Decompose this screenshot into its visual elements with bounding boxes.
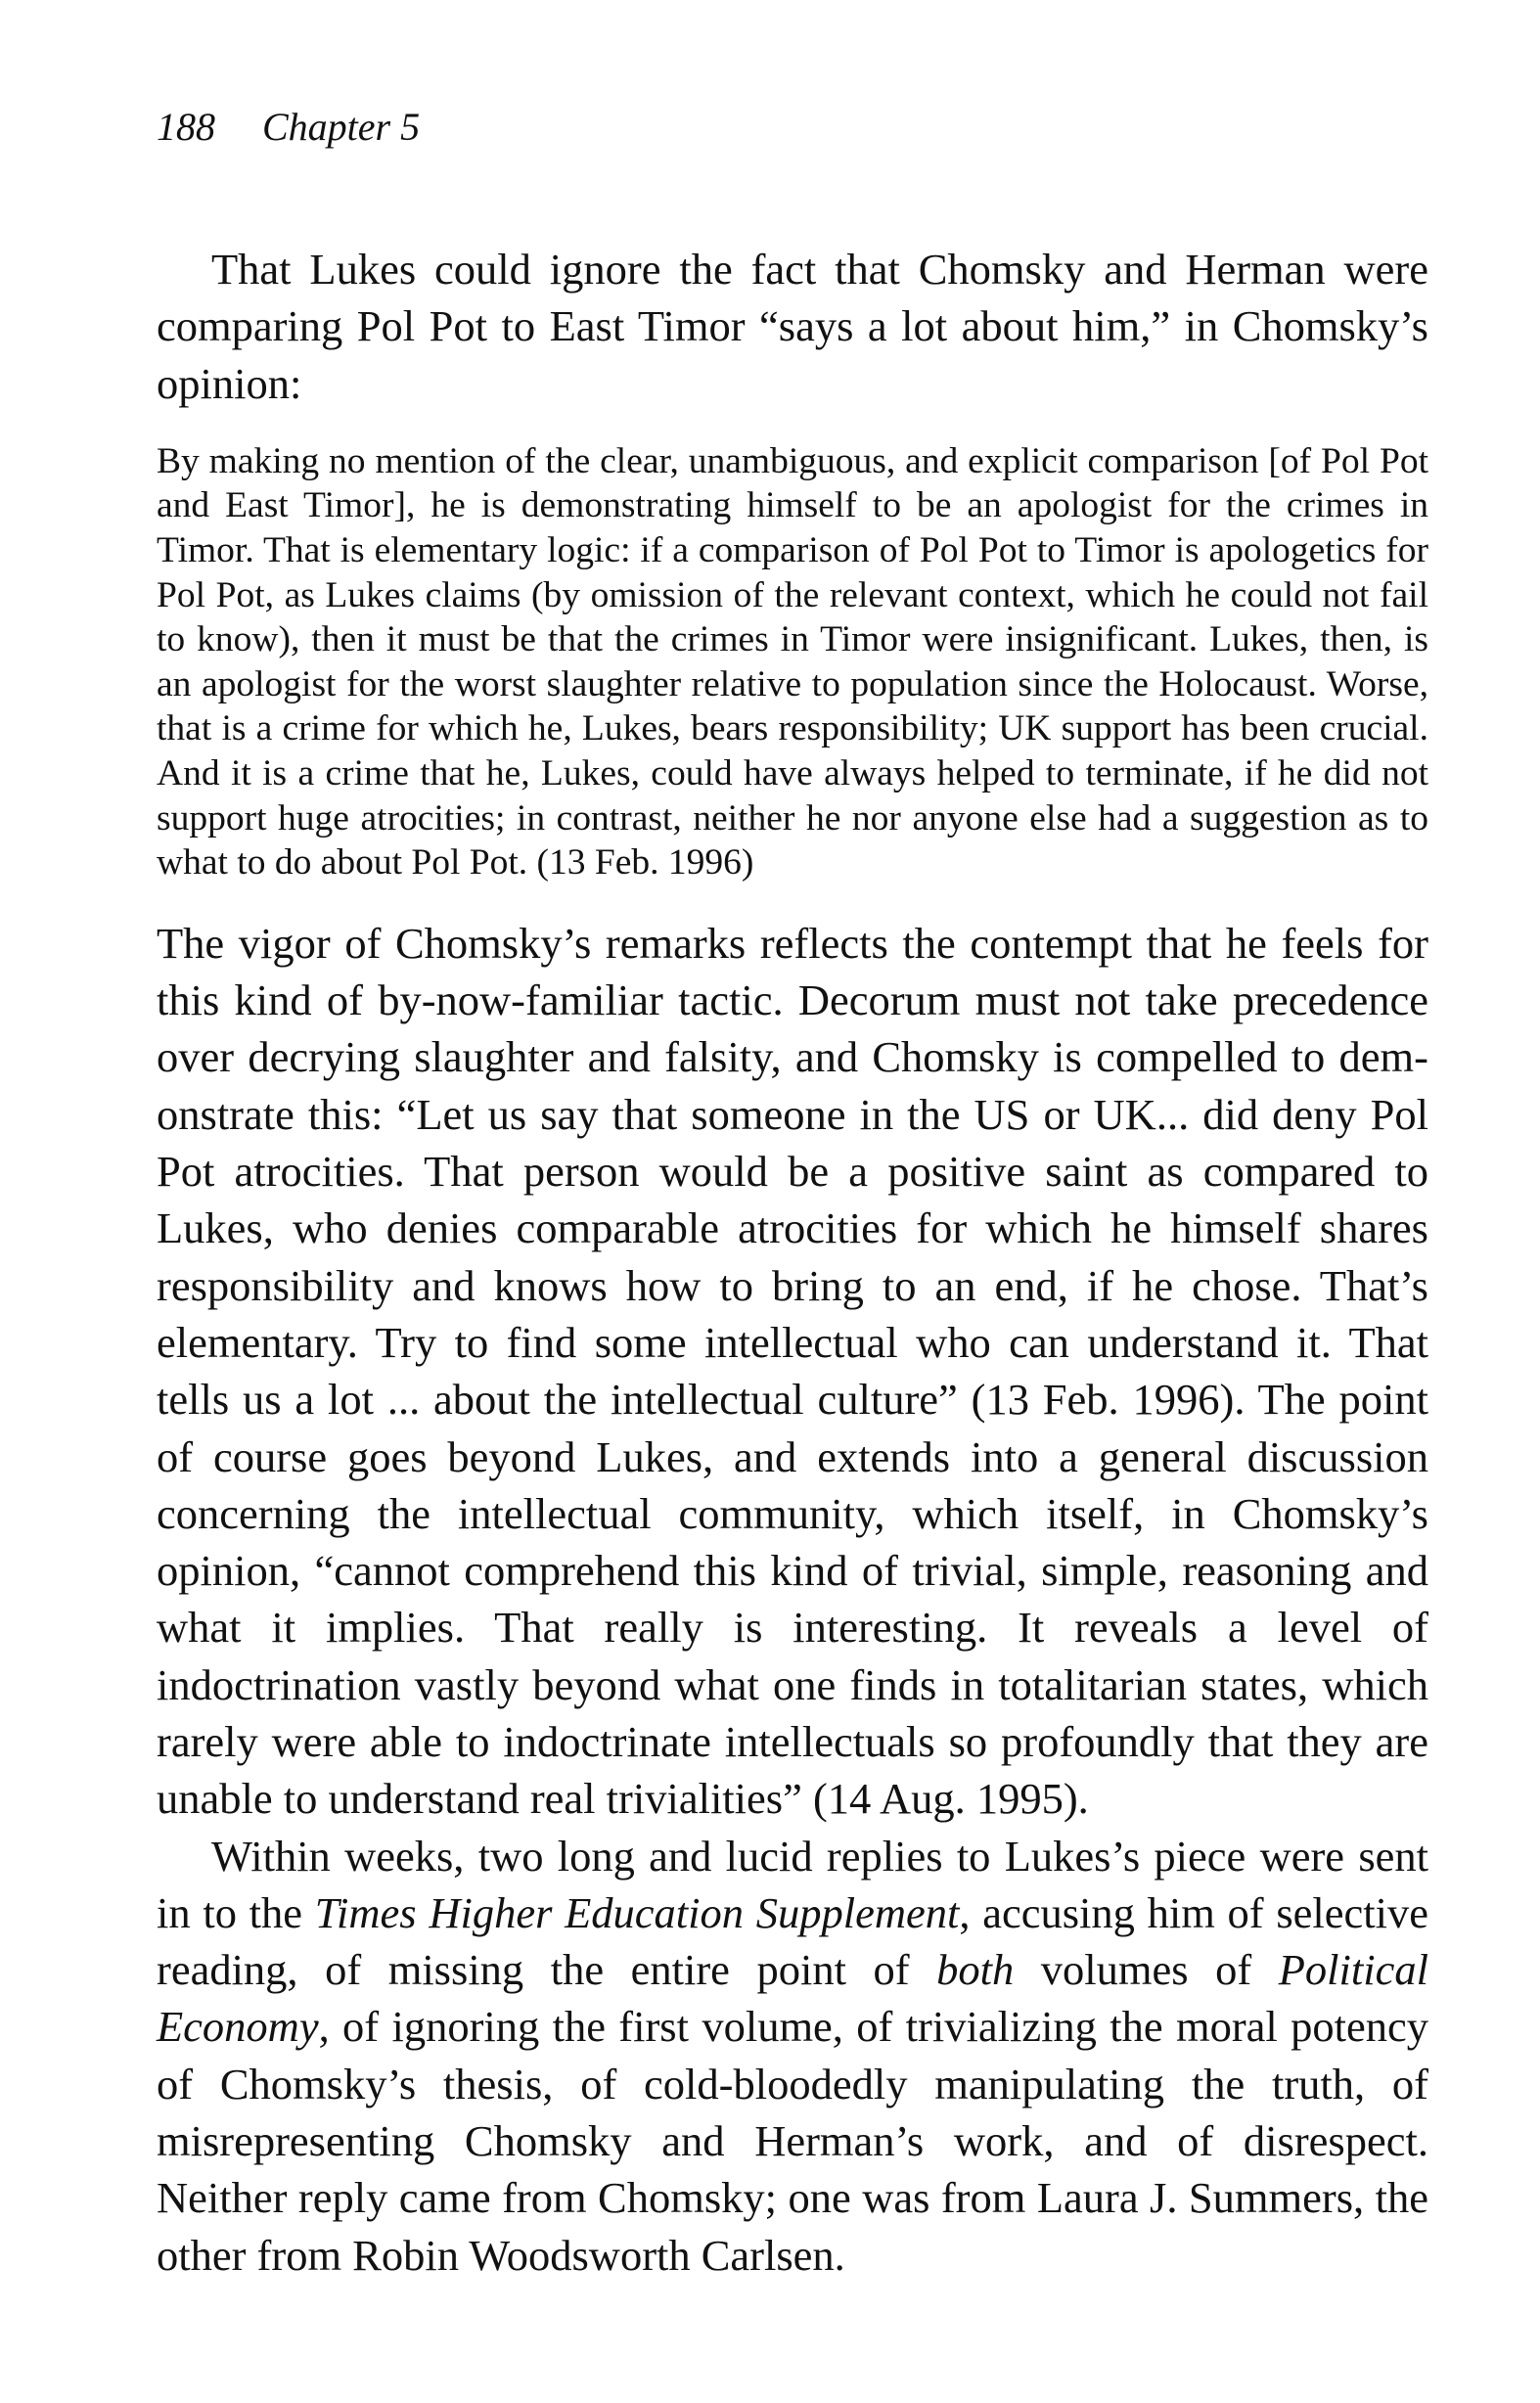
paragraph-vigor (157, 915, 1428, 1828)
para2-abbrev-us: US (974, 1089, 1030, 1139)
block-quote (157, 439, 1428, 885)
para3-title-times: Times Higher Education Supplement (314, 1887, 960, 1937)
para3-text-a: Within weeks, two long and lucid replies to Lukes’s piece were sent in to the (157, 1831, 1428, 1937)
paragraph-replies (157, 1828, 1428, 2284)
quote-text-b: support has been crucial. And it is a crime that he, Lukes, could have always helped to terminate, if he did not support huge atrocities; in contrast, neither he nor anyone else had a suggestion as to what to do about Pol Pot. (13 Feb. 1996) (157, 708, 1428, 884)
quote-text-a: By making no mention of the clear, unambiguous, and explicit comparison [of Pol Pot and East Timor], he is demonstrating himself to be an apologist for the crimes in Timor. That is elementary logic: if a comparison of Pol Pot to Timor is apologetics for Pol Pot, as Lukes claims (by omission of the relevant context, which he could not fail to know), then it must be that the crimes in Timor were insignificant. Lukes, then, is an apologist for the worst slaughter relative to population since the Holocaust. Worse, that is a crime for which he, Lukes, bears responsibility; (157, 440, 1428, 749)
para3-emph-both: both (936, 1945, 1015, 1995)
para3-title-political-economy: Political Economy (157, 1945, 1428, 2052)
para3-text-d: , of ignoring the first volume, of trivializing the moral potency of Chomsky’s thesis, of cold-bloodedly manipulating the truth, of misrepresenting Chomsky and Herman’s work, and of disrespect. Neither reply came from Chomsky; one was from Laura J. Summers, the other from Robin Woodsworth Carlsen. (157, 2002, 1428, 2280)
para3-text-b: , accusing him of selective reading, of missing the entire point of (157, 1887, 1428, 1995)
chapter-title: Chapter 5 (262, 105, 421, 149)
paragraph-intro: That Lukes could ignore the fact that Chomsky and Herman were comparing Pol Pot to East Timor “says a lot about him,” in Chomsky’s opinion: (157, 245, 1428, 408)
para2-abbrev-uk: UK (1093, 1089, 1156, 1139)
running-head (157, 105, 1428, 149)
para3-text-c: volumes of (1014, 1945, 1279, 1995)
book-page (157, 105, 1428, 2284)
quote-abbrev-uk: UK (998, 708, 1052, 749)
para2-text-a: The vigor of Chomsky’s remarks reflects the contempt that he feels for this kind of by-now-familiar tactic. Decorum must not take precedence over decrying slaughter and falsity, and Chomsky is compelled to demonstrate this: “Let us say that someone in the (157, 918, 1428, 1139)
para2-text-b: or (1029, 1089, 1094, 1139)
page-number: 188 (157, 105, 215, 149)
para2-text-c: ... did deny Pol Pot atrocities. That person would be a positive saint as compared to Lukes, who denies comparable atrocities for which he himself shares responsibility and knows how to bring to an end, if he chose. That’s elementary. Try to find some intellectual who can understand it. That tells us a lot ... about the intellectual culture” (13 Feb. 1996). The point of course goes beyond Lukes, and extends into a general discussion concerning the intellectual community, which itself, in Chomsky’s opinion, “cannot comprehend this kind of trivial, simple, reasoning and what it implies. That really is interesting. It reveals a level of indoctrination vastly beyond what one finds in totalitarian states, which rarely were able to indoctrinate intellectuals so profoundly that they are unable to understand real trivialities” (14 Aug. 1995). (157, 1089, 1428, 1824)
